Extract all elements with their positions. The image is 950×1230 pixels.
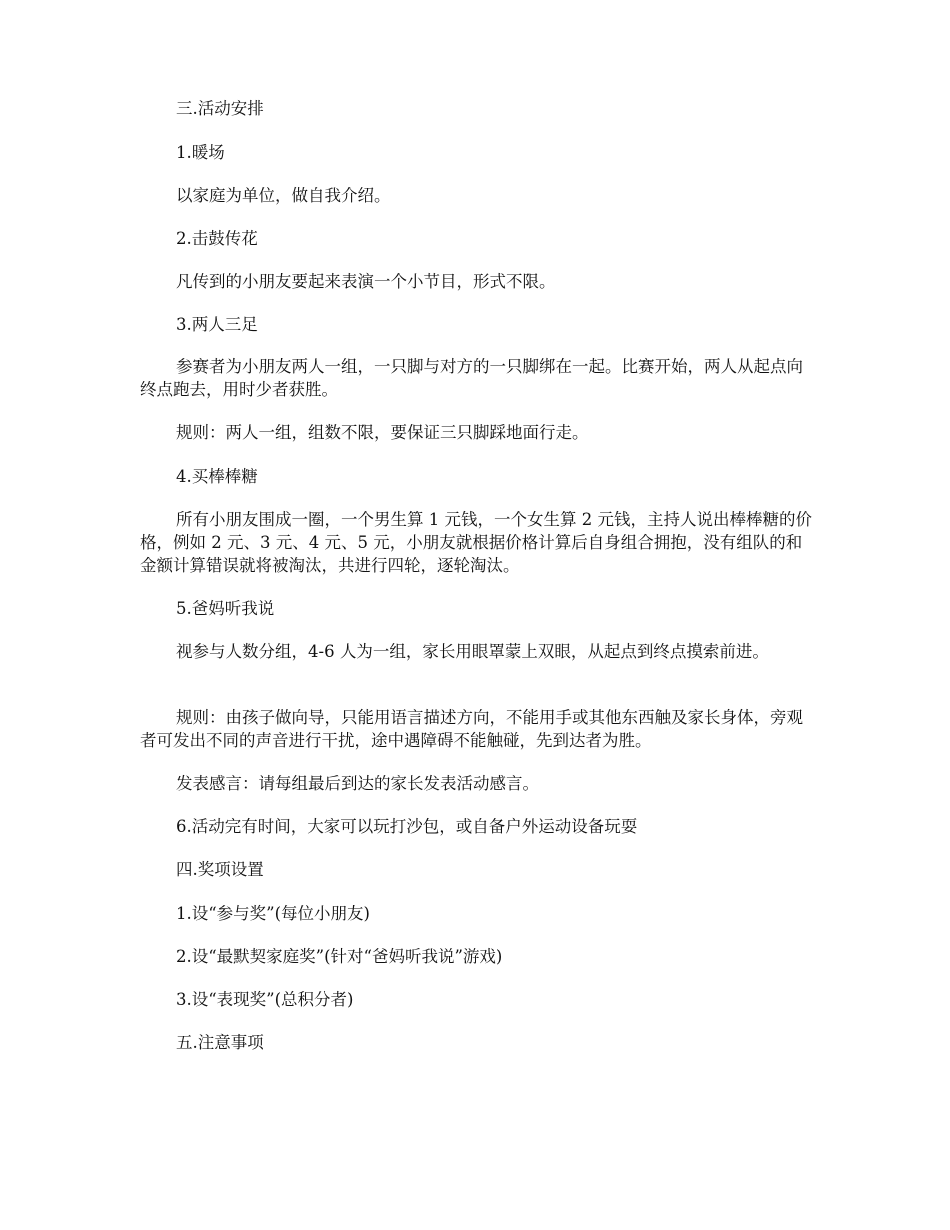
item-heading-free-time: 6.活动完有时间，大家可以玩打沙包，或自备户外运动设备玩耍 xyxy=(176,817,638,836)
award-performance: 3.设“表现奖”(总积分者) xyxy=(176,990,354,1009)
item-heading-warmup: 1.暖场 xyxy=(176,143,225,162)
item-heading-parents-listen: 5.爸妈听我说 xyxy=(176,599,275,618)
paragraph-three-legged-rules: 规则：两人一组，组数不限，要保证三只脚踩地面行走。 xyxy=(176,423,589,442)
paragraph-warmup: 以家庭为单位，做自我介绍。 xyxy=(176,186,391,205)
section-heading-activity-schedule: 三.活动安排 xyxy=(176,99,264,118)
paragraph-three-legged-race: 参赛者为小朋友两人一组，一只脚与对方的一只脚绑在一起。比赛开始，两人从起点向终点跑去，用时少者获胜。 xyxy=(140,357,803,399)
item-heading-three-legged-race: 3.两人三足 xyxy=(176,315,258,334)
section-heading-notes: 五.注意事项 xyxy=(176,1033,264,1052)
award-best-family: 2.设“最默契家庭奖”(针对“爸妈听我说”游戏) xyxy=(176,947,503,966)
item-heading-buy-lollipop: 4.买棒棒糖 xyxy=(176,467,258,486)
section-heading-awards: 四.奖项设置 xyxy=(176,860,264,879)
paragraph-buy-lollipop: 所有小朋友围成一圈，一个男生算 1 元钱，一个女生算 2 元钱，主持人说出棒棒糖的价格，例如 2 元、3 元、4 元、5 元，小朋友就根据价格计算后自身组合拥抱，没有组队的和金额计算错误就将被淘汰，共进行四轮，逐轮淘汰。 xyxy=(140,510,812,575)
paragraph-parents-listen-rules: 规则：由孩子做向导，只能用语言描述方向，不能用手或其他东西触及家长身体，旁观者可发出不同的声音进行干扰，途中遇障碍不能触碰，先到达者为胜。 xyxy=(140,708,803,750)
item-heading-pass-the-flower: 2.击鼓传花 xyxy=(176,229,258,248)
paragraph-parents-listen: 视参与人数分组，4-6 人为一组，家长用眼罩蒙上双眼，从起点到终点摸索前进。 xyxy=(176,642,769,661)
paragraph-share-thoughts: 发表感言：请每组最后到达的家长发表活动感言。 xyxy=(176,774,539,793)
award-participation: 1.设“参与奖”(每位小朋友) xyxy=(176,904,370,923)
paragraph-pass-the-flower: 凡传到的小朋友要起来表演一个小节目，形式不限。 xyxy=(176,272,556,291)
